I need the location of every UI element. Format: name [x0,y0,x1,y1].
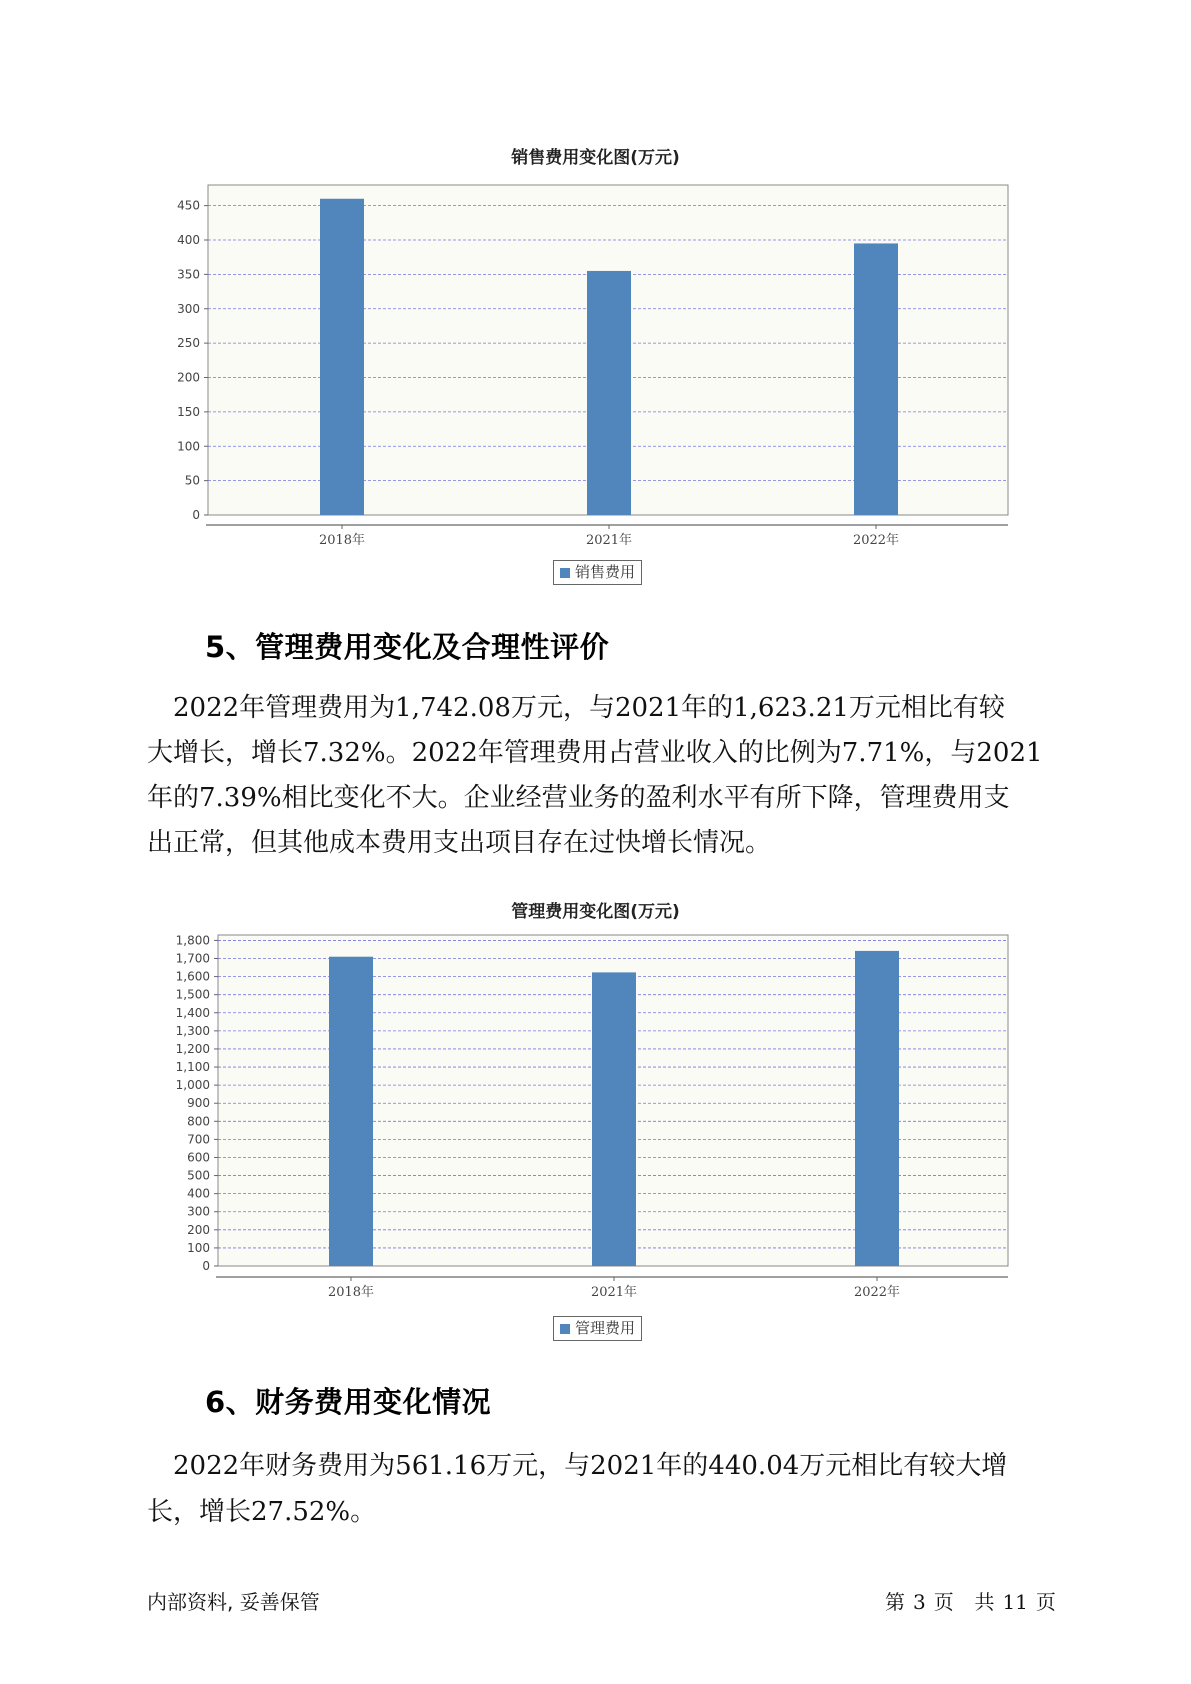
paragraph-line: 2022年管理费用为1,742.08万元，与2021年的1,623.21万元相比有较 [147,693,1005,723]
x-tick-label: 2021年 [585,533,633,548]
paragraph-line: 长，增长27.52%。 [147,1497,377,1527]
y-tick-label: 0 [202,1259,210,1273]
bar [329,957,373,1266]
x-tick-label: 2021年 [590,1285,638,1300]
y-tick-label: 1,200 [175,1041,210,1056]
y-tick-label: 1,700 [175,951,210,966]
y-tick-label: 100 [187,1240,210,1255]
paragraph-line: 年的7.39%相比变化不大。企业经营业务的盈利水平有所下降，管理费用支 [147,783,1010,813]
x-tick-label: 2018年 [327,1285,375,1300]
page-current: 3 [913,1590,926,1614]
section-heading: 6、财务费用变化情况 [205,1385,492,1419]
y-tick-label: 150 [177,404,200,419]
y-tick-label: 900 [187,1096,210,1111]
y-tick-label: 200 [177,370,200,385]
chart-legend [553,1316,642,1341]
y-tick-label: 200 [187,1222,210,1237]
y-tick-label: 300 [187,1204,210,1219]
chart-title: 销售费用变化图(万元) [511,148,680,168]
page-prefix: 第 [885,1590,905,1614]
x-tick-label: 2022年 [853,1285,901,1300]
page-mid: 页 [933,1590,954,1614]
y-tick-label: 500 [187,1168,210,1183]
y-tick-label: 1,000 [175,1078,210,1093]
page-suffix: 页 [1035,1590,1056,1614]
y-tick-label: 350 [177,267,200,282]
y-tick-label: 400 [187,1186,210,1201]
legend-label: 销售费用 [575,563,636,581]
x-tick-label: 2018年 [318,533,366,548]
y-tick-label: 50 [184,473,200,488]
y-tick-label: 100 [177,439,200,454]
paragraph-line: 大增长，增长7.32%。2022年管理费用占营业收入的比例为7.71%，与2021 [147,738,1043,768]
x-tick-label: 2022年 [852,533,900,548]
y-tick-label: 1,100 [175,1060,210,1075]
y-tick-label: 1,600 [175,969,210,984]
bar [855,951,899,1266]
page-total: 11 [1002,1590,1028,1614]
y-tick-label: 450 [177,198,200,213]
y-tick-label: 800 [187,1114,210,1129]
y-tick-label: 1,300 [175,1023,210,1038]
y-tick-label: 1,800 [175,933,210,948]
paragraph-line: 2022年财务费用为561.16万元，与2021年的440.04万元相比有较大增 [147,1451,1008,1481]
legend-label: 管理费用 [575,1319,636,1337]
y-tick-label: 600 [187,1150,210,1165]
bar [592,972,636,1266]
footer-page-number [885,1586,1064,1615]
page-total-prefix: 共 [974,1590,995,1614]
footer-confidential-note: 内部资料, 妥善保管 [147,1590,320,1614]
section-heading: 5、管理费用变化及合理性评价 [205,630,610,664]
y-tick-label: 300 [177,301,200,316]
legend-swatch [560,1324,570,1334]
y-tick-label: 250 [177,336,200,351]
chart-title: 管理费用变化图(万元) [511,902,680,922]
y-tick-label: 1,500 [175,987,210,1002]
y-tick-label: 1,400 [175,1005,210,1020]
paragraph-line: 出正常，但其他成本费用支出项目存在过快增长情况。 [147,828,772,858]
y-tick-label: 400 [177,233,200,247]
y-tick-label: 700 [187,1132,210,1147]
y-tick-label: 0 [192,508,200,522]
